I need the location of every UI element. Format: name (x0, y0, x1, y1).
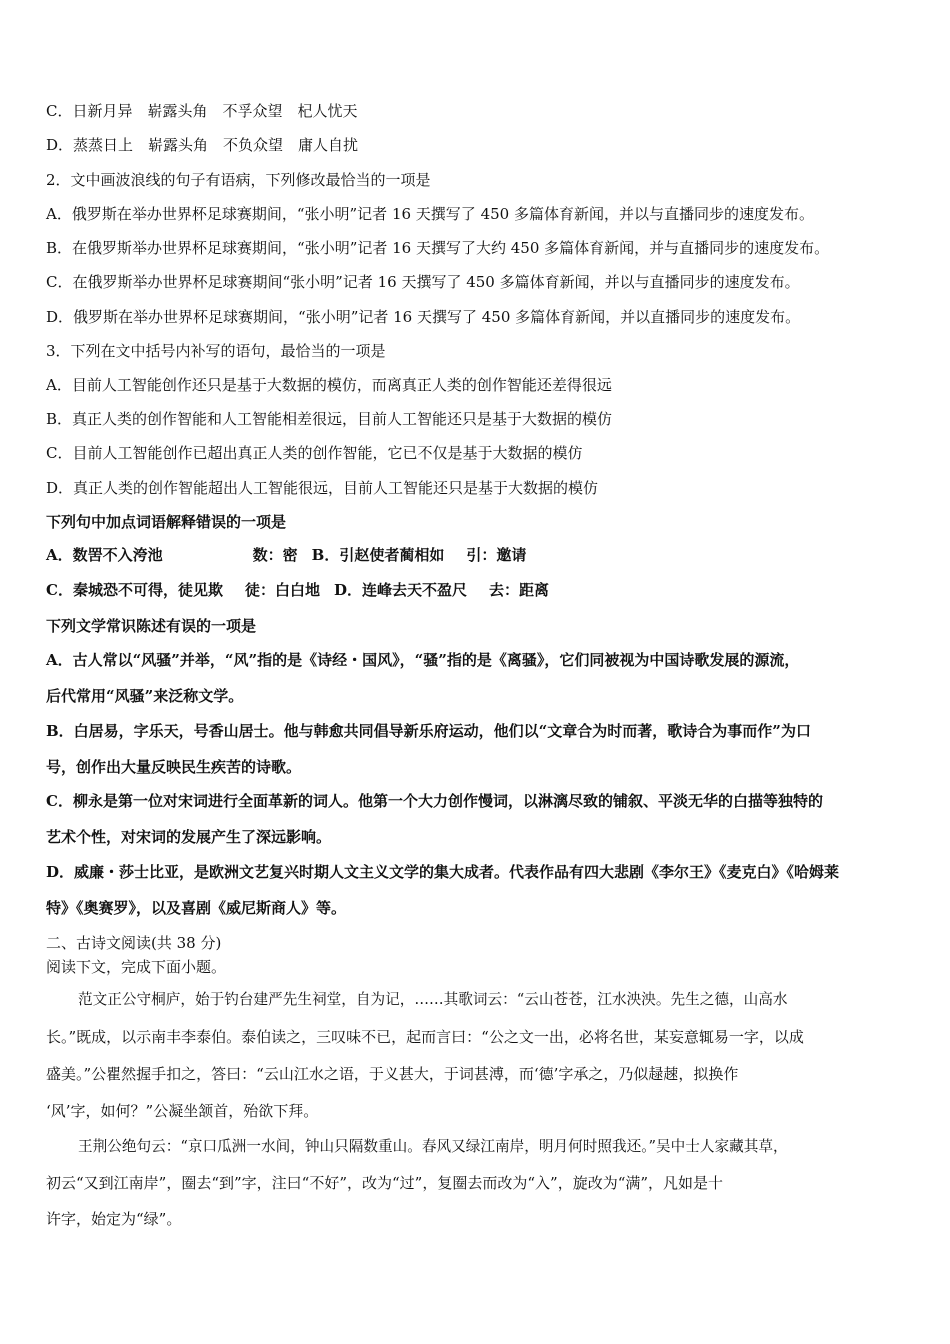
wm-option-a-gloss: 数：密 (252, 546, 298, 564)
q2-option-c: C．在俄罗斯举办世界杯足球赛期间“张小明”记者 16 天撰写了 450 多篇体育新闻，并以与直播同步的速度发布。 (46, 273, 800, 291)
passage-p1-line2: 长。”既成，以示南丰李泰伯。泰伯读之，三叹味不已，起而言曰：“公之文一出，必将名世，某妄意辄易一字，以成 (46, 1028, 804, 1046)
lit-option-a-line1: A．古人常以“风骚”并举，“风”指的是《诗经・国风》，“骚”指的是《离骚》，它们同被视为中国诗歌发展的源流， (46, 651, 800, 669)
wm-option-a: A．数罟不入洿池 (46, 546, 163, 564)
lit-option-d-line1: D．威廉・莎士比亚，是欧洲文艺复兴时期人文主义文学的集大成者。代表作品有四大悲剧《李尔王》《麦克白》《哈姆莱 (46, 863, 840, 881)
q2-option-d: D．俄罗斯在举办世界杯足球赛期间，“张小明”记者 16 天撰写了 450 多篇体育新闻，并以直播同步的速度发布。 (46, 308, 801, 326)
reading-instruction: 阅读下文，完成下面小题。 (46, 958, 227, 976)
wm-option-b-gloss: 引：邀请 (466, 546, 527, 564)
q3-option-d: D．真正人类的创作智能超出人工智能很远，目前人工智能还只是基于大数据的模仿 (46, 479, 599, 497)
question-word-meaning: 下列句中加点词语解释错误的一项是 (46, 513, 287, 531)
q2-option-b: B．在俄罗斯举办世界杯足球赛期间，“张小明”记者 16 天撰写了大约 450 多篇体育新闻，并与直播同步的速度发布。 (46, 239, 830, 257)
wm-option-d: D．连峰去天不盈尺 (333, 581, 467, 599)
q3-option-a: A．目前人工智能创作还只是基于大数据的模仿，而离真正人类的创作智能还差得很远 (46, 376, 612, 394)
wm-option-b: B．引赵使者蔺相如 (311, 546, 445, 564)
lit-option-b-line1: B．白居易，字乐天，号香山居士。他与韩愈共同倡导新乐府运动，他们以“文章合为时而著，歌诗合为事而作”为口 (46, 722, 811, 740)
lit-option-c-line1: C．柳永是第一位对宋词进行全面革新的词人。他第一个大力创作慢词，以淋漓尽致的铺叙、平淡无华的白描等独特的 (46, 792, 823, 810)
section-heading-classical: 二、古诗文阅读(共 38 分) (46, 934, 222, 952)
q3-option-c: C．目前人工智能创作已超出真正人类的创作智能，它已不仅是基于大数据的模仿 (46, 444, 583, 462)
wm-option-c-gloss: 徒：白白地 (244, 581, 320, 599)
option-d-idioms: D．蒸蒸日上 崭露头角 不负众望 庸人自扰 (46, 136, 359, 154)
word-meaning-options-cd (46, 580, 926, 600)
passage-p2-line2: 初云“又到江南岸”，圈去“到”字，注曰“不好”，改为“过”，复圈去而改为“入”，旋改为“满”，凡如是十 (46, 1174, 724, 1192)
question-3: 3．下列在文中括号内补写的语句，最恰当的一项是 (46, 342, 386, 360)
passage-p2-line1: 王荆公绝句云：“京口瓜洲一水间，钟山只隔数重山。春风又绿江南岸，明月何时照我还。”吴中士人家藏其草， (78, 1138, 788, 1155)
q2-option-a: A．俄罗斯在举办世界杯足球赛期间，“张小明”记者 16 天撰写了 450 多篇体育新闻，并以与直播同步的速度发布。 (46, 205, 814, 223)
lit-option-a-line2: 后代常用“风骚”来泛称文学。 (46, 687, 244, 705)
passage-p1-line4: ‘风’字，如何？”公凝坐颔首，殆欲下拜。 (46, 1102, 319, 1120)
passage-p1-line1: 范文正公守桐庐，始于钓台建严先生祠堂，自为记，……其歌词云：“云山苍苍，江水泱泱。先生之德，山高水 (78, 991, 788, 1008)
lit-option-c-line2: 艺术个性，对宋词的发展产生了深远影响。 (46, 828, 332, 846)
wm-option-d-gloss: 去：距离 (488, 581, 549, 599)
q3-option-b: B．真正人类的创作智能和人工智能相差很远，目前人工智能还只是基于大数据的模仿 (46, 410, 613, 428)
wm-option-c: C．秦城恐不可得，徒见欺 (46, 581, 223, 599)
passage-p1-line3: 盛美。”公瞿然握手扣之，答曰：“云山江水之语，于义甚大，于词甚溥，而‘德’字承之，乃似趢趚，拟换作 (46, 1065, 739, 1083)
lit-option-b-line2: 号，创作出大量反映民生疾苦的诗歌。 (46, 758, 302, 776)
option-c-idioms: C．日新月异 崭露头角 不孚众望 杞人忧天 (46, 102, 358, 120)
word-meaning-options-ab (46, 545, 926, 565)
lit-option-d-line2: 特》《奥赛罗》，以及喜剧《威尼斯商人》等。 (46, 899, 347, 917)
question-literature: 下列文学常识陈述有误的一项是 (46, 617, 257, 635)
question-2: 2．文中画波浪线的句子有语病，下列修改最恰当的一项是 (46, 171, 431, 189)
passage-p2-line3: 许字，始定为“绿”。 (46, 1210, 182, 1228)
